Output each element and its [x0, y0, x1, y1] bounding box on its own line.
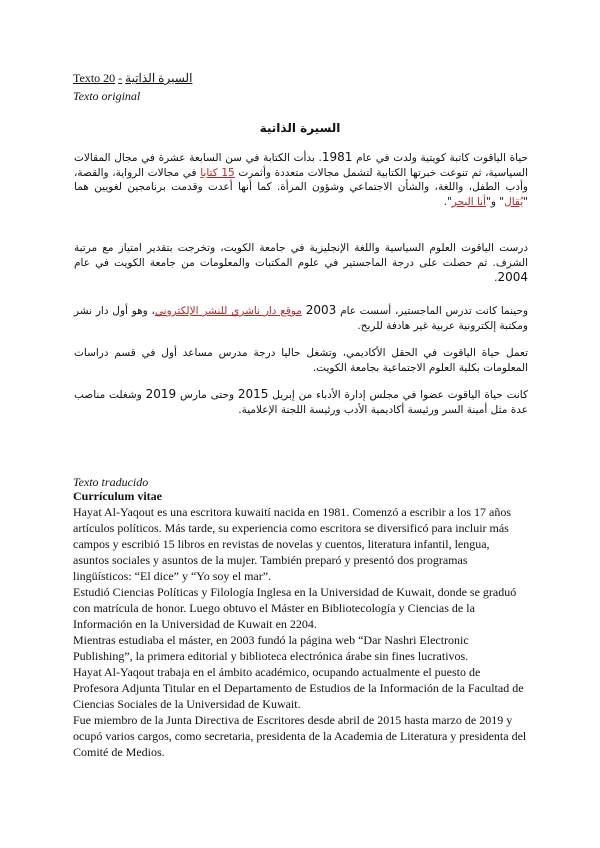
text-number: Texto 20 [73, 71, 116, 85]
translated-title: Currículum vitae [73, 489, 162, 503]
header-separator: - [118, 71, 123, 85]
arabic-paragraph-1: حياة الياقوت كاتبة كويتية ولدت في عام 1981. بدأت الكتابة في سن السابعة عشرة في مجال المقالات السياسية، ثم تنوعت خبرتها الكتابية لتشمل مجالات متعددة وأثمرت 15 كتابا في مجالات الرواية، والقصة، وأدب الطفل، واللغة، والشأن الاجتماعي وشؤون المرأة. كما أنها أعدت وقدمت برنامجين لغويين هما "يُقال" و"أنا البحر". [74, 150, 528, 208]
translated-paragraph: Estudió Ciencias Políticas y Filología Inglesa en la Universidad de Kuwait, donde se graduó con matrícula de honor. Luego obtuvo el Máster en Bibliotecología y Ciencias de la Información en la Universidad de Kuwait en 2204. [73, 585, 517, 631]
header-arabic-title: السيرة الذاتية [125, 71, 193, 85]
birth-year: 1981 [321, 150, 353, 164]
translated-paragraph: Hayat Al-Yaqout trabaja en el ámbito académico, ocupando actualmente el puesto de Profesora Adjunta Titular en el Departamento de Estudios de la Información de la Facultad de Ciencias Sociales de la Universidad de Kuwait. [73, 665, 524, 711]
translated-text-label: Texto traducido [73, 475, 149, 489]
books-count: 15 كتابا [200, 166, 235, 179]
translated-paragraph: Mientras estudiaba el máster, en 2003 fundó la página web “Dar Nashri Electronic Publishing”, la primera editorial y biblioteca electrónica árabe sin fines lucrativos. [73, 633, 469, 663]
translated-body [73, 504, 528, 760]
arabic-paragraph-2: درست الياقوت العلوم السياسية واللغة الإنجليزية في جامعة الكويت، وتخرجت بتقدير امتياز مع مرتبة الشرف. ثم حصلت على درجة الماجستير في علوم المكتبات والمعلومات من جامعة الكويت في عام 2004. [74, 242, 528, 284]
arabic-paragraph-5: كانت حياة الياقوت عضوا في مجلس إدارة الأدباء من إبريل 2015 وحتى مارس 2019 وشغلت مناصب عدة مثل أمينة السر ورئيسة أكاديمية الأدب ورئيسة اللجنة الإعلامية. [74, 387, 528, 416]
arabic-title: السيرة الذاتية [259, 121, 341, 135]
original-text-label: Texto original [73, 89, 141, 103]
translated-paragraph: Hayat Al-Yaqout es una escritora kuwaití nacida en 1981. Comenzó a escribir a los 17 años artículos políticos. Más tarde, su experiencia como escritora se diversificó para incluir más campos y escribió 15 libros en revistas de novelas y cuentos, literatura infantil, lengua, asuntos sociales y asuntos de la mujer. También preparó y presentó dos programas lingüísticos: “El dice” y “Yo soy el mar”. [73, 505, 511, 583]
founded-year: 2003 [305, 303, 337, 317]
program-link-2[interactable]: أنا البحر [451, 195, 487, 208]
translated-paragraph: Fue miembro de la Junta Directiva de Escritores desde abril de 2015 hasta marzo de 2019 y ocupó varios cargos, como secretaria, presidenta de la Academia de Literatura y presidenta del Comité de Medios. [73, 713, 527, 759]
program-link-1[interactable]: يُقال [504, 195, 524, 208]
masters-year: 2004 [497, 270, 528, 284]
arabic-paragraph-3: وحينما كانت تدرس الماجستير، أسست عام 2003 موقع دار ناشري للنشر الإلكتروني، وهو أول دار نشر ومكتبة إلكترونية عربية غير هادفة للربح. [74, 303, 529, 332]
arabic-paragraph-4: تعمل حياة الياقوت في الحقل الأكاديمي، وتشغل حاليا درجة مدرس مساعد أول في قسم دراسات المعلومات بكلية العلوم الاجتماعية بجامعة الكويت. [74, 347, 528, 374]
text-header [73, 71, 192, 85]
publisher-site-link[interactable]: موقع دار ناشري للنشر الإلكتروني [154, 305, 302, 317]
